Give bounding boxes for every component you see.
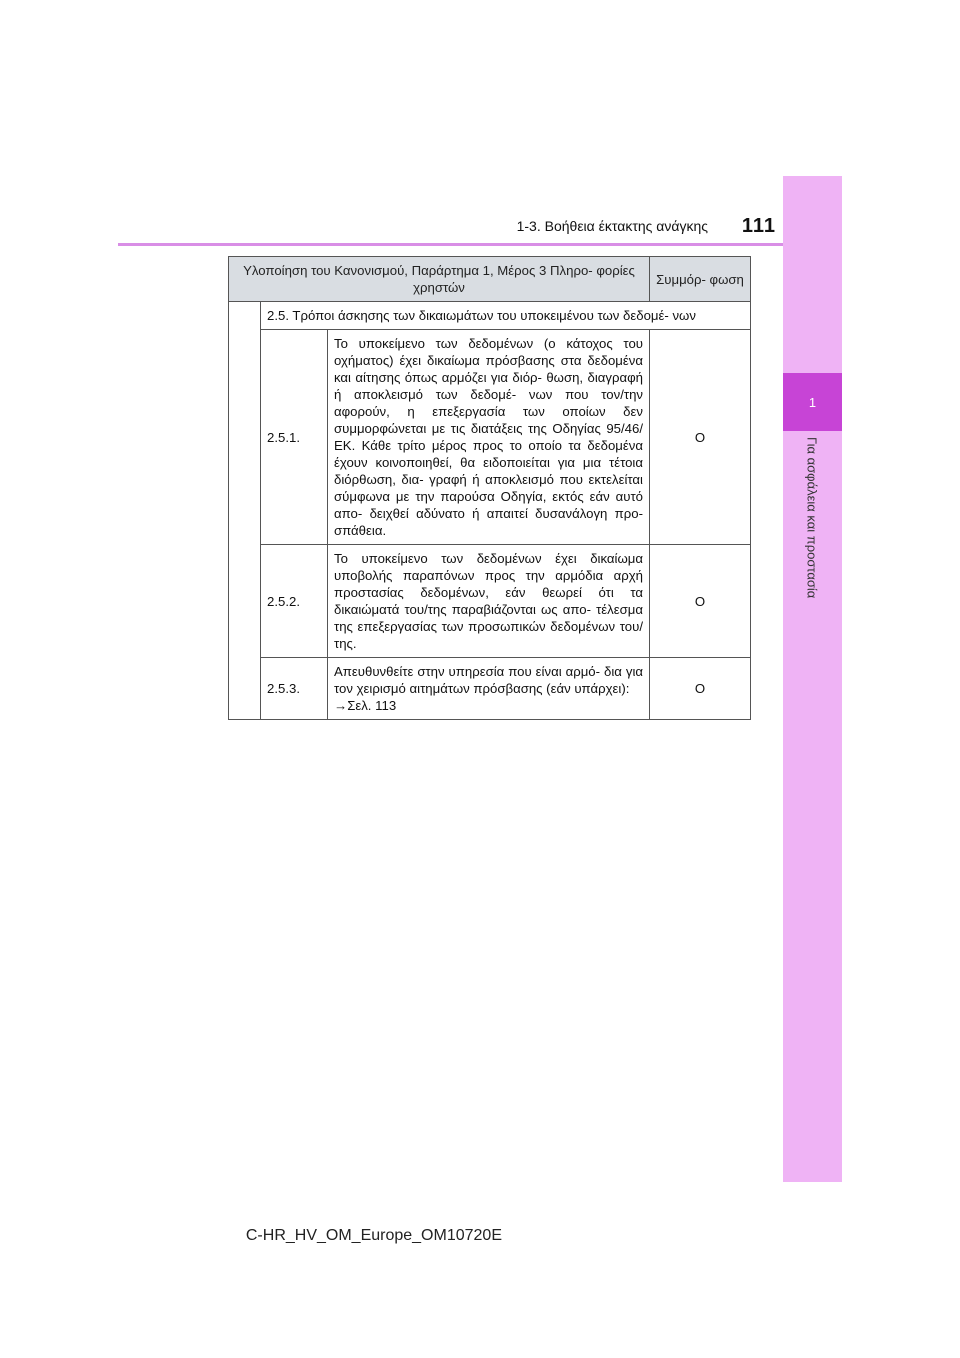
page-reference-link[interactable]: →Σελ. 113 [334, 698, 397, 713]
chapter-number-tab[interactable]: 1 [783, 373, 842, 431]
row-compliance: O [650, 330, 751, 545]
chapter-side-tab [783, 176, 842, 1182]
row-compliance: O [650, 658, 751, 720]
regulation-table [228, 256, 751, 720]
row-compliance: O [650, 545, 751, 658]
table-header-row [229, 257, 751, 302]
row-description-text: Απευθυνθείτε στην υπηρεσία που είναι αρμό- δια για τον χειρισμό αιτημάτων πρόσβασης (εάν υπάρχει): [334, 664, 643, 696]
row-number: 2.5.3. [261, 658, 328, 720]
chapter-title-label: Για ασφάλεια και προστασία [804, 437, 820, 599]
chapter-title-vertical [782, 437, 842, 627]
header-regulation: Υλοποίηση του Κανονισμού, Παράρτημα 1, Μέρος 3 Πληρο- φορίες χρηστών [229, 257, 650, 302]
table-row [229, 330, 751, 545]
section-row [229, 302, 751, 330]
row-description [328, 658, 650, 720]
section-title-cell: 2.5. Τρόποι άσκησης των δικαιωμάτων του υποκειμένου των δεδομέ- νων [261, 302, 751, 330]
row-description: Το υποκείμενο των δεδομένων έχει δικαίωμα υποβολής παραπόνων προς την αρμόδια αρχή προστασίας δεδομένων, εάν θεωρεί ότι τα δικαιώματά του/της παραβιάζονται ως απο- τέλεσμα της επεξεργασίας των προσωπικών δεδομένων του/της. [328, 545, 650, 658]
row-description: Το υποκείμενο των δεδομένων (ο κάτοχος του οχήματος) έχει δικαίωμα πρόσβασης στα δεδομένα και αίτησης όπως αρμόζει για διόρ- θωση, διαγραφή ή αποκλεισμό των δεδομέ- νων που τον/την αφορούν, η επεξεργασία των οποίων δεν συμμορφώνεται με τις διατάξεις της Οδηγίας 95/46/ΕΚ. Κάθε τρίτο μέρος προς το οποίο τα δεδομένα έχουν κοινοποιηθεί, θα ειδοποιείται για μια τέτοια διόρθωση, δια- γραφή ή αποκλεισμό που εκτελείται σύμφωνα με την παρούσα Οδηγία, εκτός εάν αυτό απο- δειχθεί αδύνατο ή απαιτεί δυσανάλογη προ- σπάθεια. [328, 330, 650, 545]
header-compliance: Συμμόρ- φωση [650, 257, 751, 302]
header-rule [118, 243, 783, 246]
table-row [229, 658, 751, 720]
document-code: C-HR_HV_OM_Europe_OM10720E [245, 1227, 502, 1244]
row-number: 2.5.1. [261, 330, 328, 545]
row-number: 2.5.2. [261, 545, 328, 658]
section-indent-cell [229, 302, 261, 720]
section-title: 1-3. Βοήθεια έκτακτης ανάγκης [516, 218, 708, 234]
page-number: 111 [741, 215, 776, 237]
table-row [229, 545, 751, 658]
